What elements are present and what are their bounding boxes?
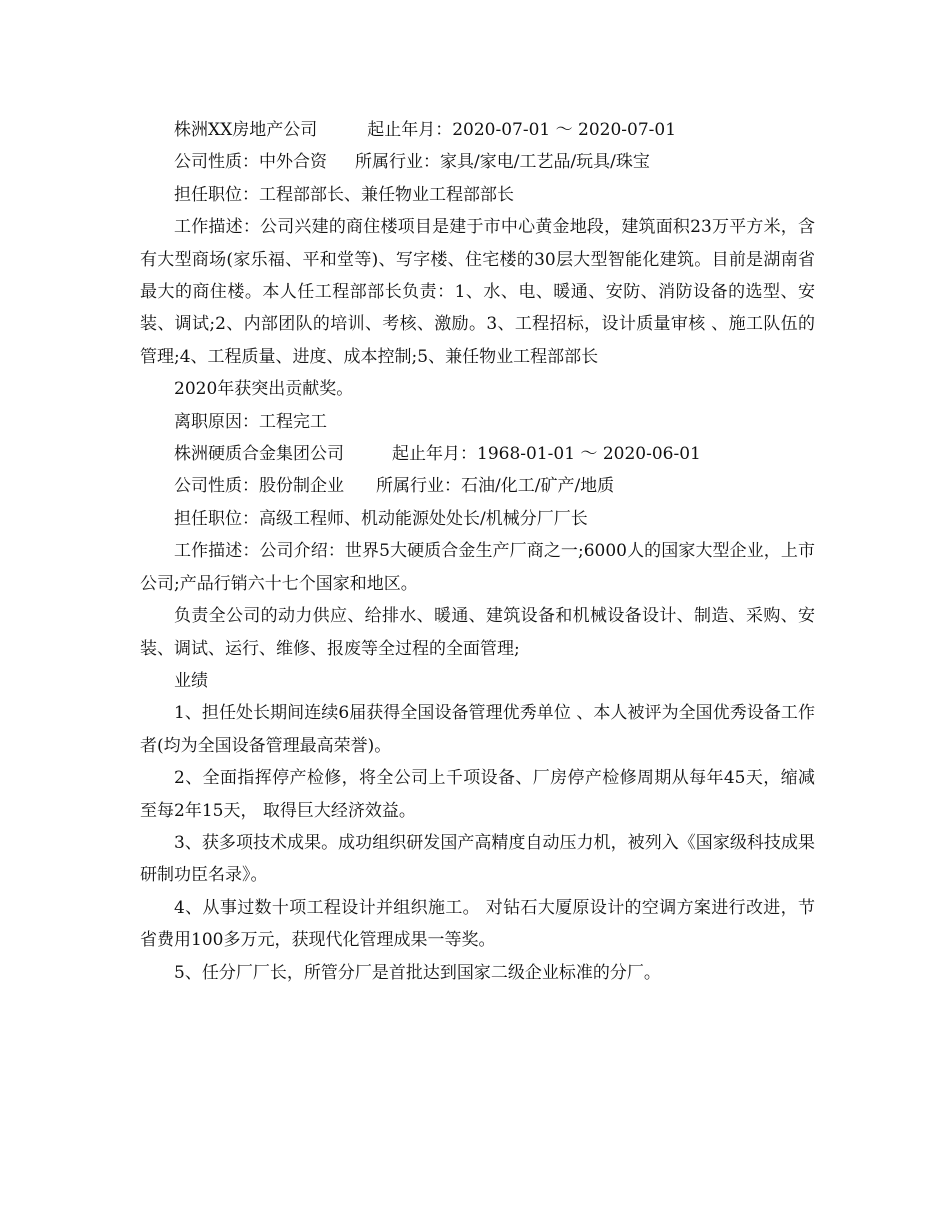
achievement-item: 3、获多项技术成果。成功组织研发国产高精度自动压力机，被列入《国家级科技成果研制功臣名录》。 [140,832,815,886]
job2-header-row [140,438,815,470]
job1-nature: 公司性质：中外合资 [174,152,327,173]
job1-nature-row [140,146,815,178]
job2-nature-row [140,470,815,502]
resume-work-experience [140,114,815,989]
job2-period: 起止年月：1968-01-01 ～ 2020-06-01 [392,444,701,465]
job1-leave-reason: 离职原因：工程完工 [174,411,327,432]
achievement-item: 2、全面指挥停产检修，将全公司上千项设备、厂房停产检修周期从每年45天，缩减至每2年15天， 取得巨大经济效益。 [140,768,815,821]
achievement-item: 5、任分厂厂长，所管分厂是首批达到国家二级企业标准的分厂。 [174,962,661,983]
job2-industry: 所属行业：石油/化工/矿产/地质 [376,476,615,497]
job2-description: 工作描述：公司介绍：世界5大硬质合金生产厂商之一;6000人的国家大型企业，上市公司;产品行销六十七个国家和地区。 [140,541,815,594]
job1-description: 工作描述：公司兴建的商住楼项目是建于市中心黄金地段，建筑面积23万平方米，含有大型商场(家乐福、平和堂等)、写字楼、住宅楼的30层大型智能化建筑。目前是湖南省最大的商住楼。本人任工程部部长负责：1、水、电、暖通、安防、消防设备的选型、安装、调试;2、内部团队的培训、考核、激励。3、工程招标，设计质量审核 、施工队伍的管理;4、工程质量、进度、成本控制;5、兼任物业工程部部长 [140,217,815,367]
job2-company: 株洲硬质合金集团公司 [174,444,344,465]
job2-achievements-heading: 业绩 [174,670,208,691]
job2-responsibility: 负责全公司的动力供应、给排水、暖通、建筑设备和机械设备设计、制造、采购、安装、调试、运行、维修、报废等全过程的全面管理; [140,606,815,659]
job2-position: 担任职位：高级工程师、机动能源处处长/机械分厂厂长 [174,508,588,529]
job2-nature: 公司性质：股份制企业 [174,476,344,497]
achievement-item: 4、从事过数十项工程设计并组织施工。 对钻石大厦原设计的空调方案进行改进，节省费用100多万元，获现代化管理成果一等奖。 [140,897,815,951]
job1-position: 担任职位：工程部部长、兼任物业工程部部长 [174,184,514,205]
job1-company: 株洲XX房地产公司 [174,120,318,140]
achievement-item: 1、担任处长期间连续6届获得全国设备管理优秀单位 、本人被评为全国优秀设备工作者(均为全国设备管理最高荣誉)。 [140,703,815,756]
job1-industry: 所属行业：家具/家电/工艺品/玩具/珠宝 [355,152,650,173]
job1-award: 2020年获突出贡献奖。 [174,379,354,400]
job1-header-row [140,114,815,146]
job1-period: 起止年月：2020-07-01 ～ 2020-07-01 [367,120,677,140]
